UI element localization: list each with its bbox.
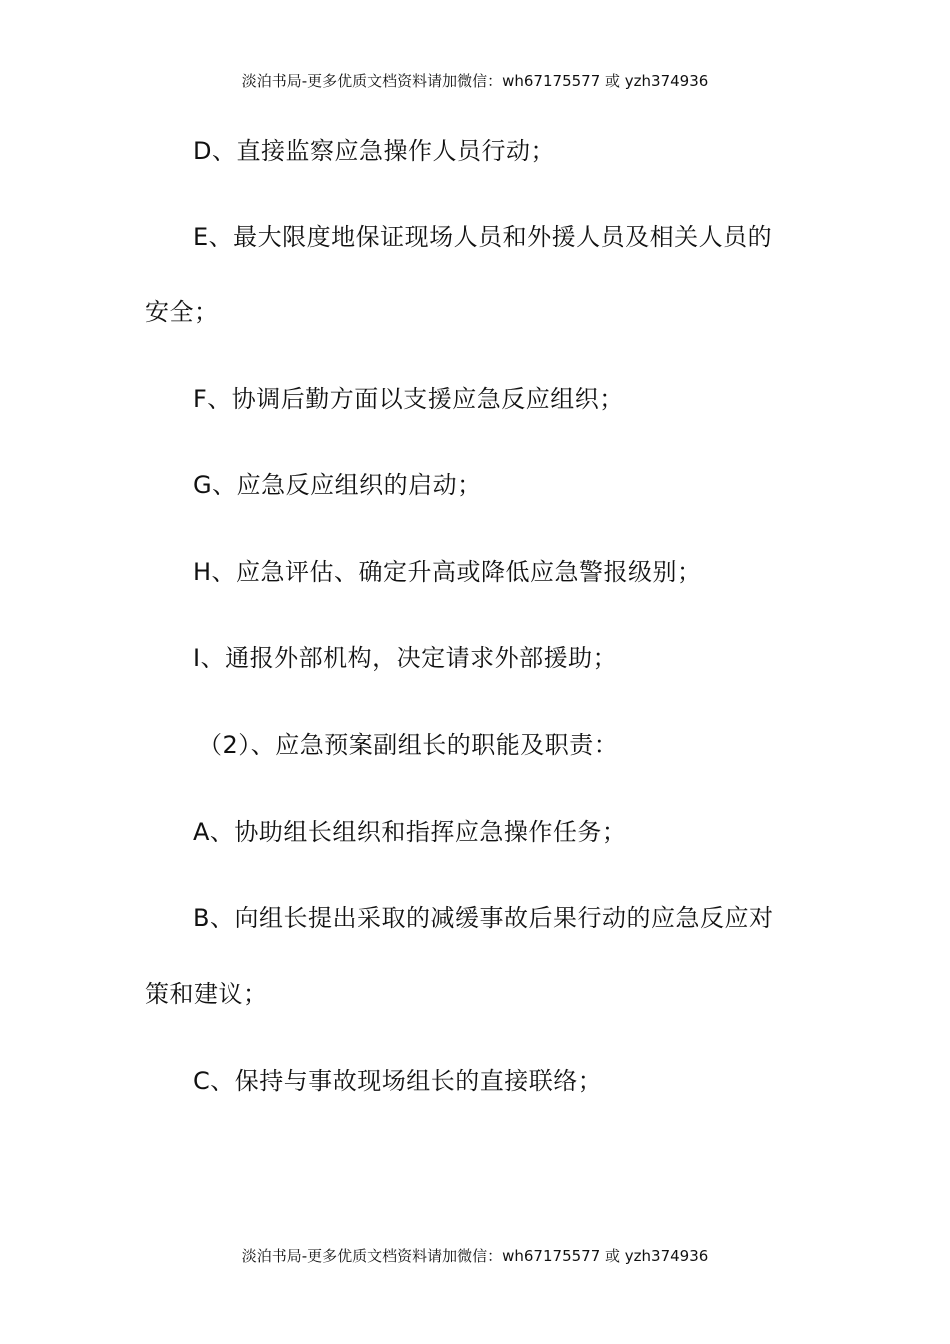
paragraph-line-b: B、向组长提出采取的减缓事故后果行动的应急反应对: [193, 904, 774, 932]
paragraph-line-a: A、协助组长组织和指挥应急操作任务；: [193, 818, 627, 846]
paragraph-line-h: H、应急评估、确定升高或降低应急警报级别；: [193, 558, 702, 586]
paragraph-line-i: I、通报外部机构，决定请求外部援助；: [193, 644, 618, 672]
paragraph-line-f: F、协调后勤方面以支援应急反应组织；: [193, 385, 624, 413]
page-footer-watermark: 淡泊书局-更多优质文档资料请加微信：wh67175577 或 yzh374936: [241, 1247, 709, 1265]
paragraph-line-e: E、最大限度地保证现场人员和外援人员及相关人员的: [193, 223, 773, 251]
paragraph-line-e-continued: 安全；: [145, 298, 219, 326]
paragraph-line-b-continued: 策和建议；: [145, 980, 268, 1008]
section-heading-2: （2）、应急预案副组长的职能及职责：: [198, 731, 619, 759]
paragraph-line-g: G、应急反应组织的启动；: [193, 471, 482, 499]
page-header-watermark: 淡泊书局-更多优质文档资料请加微信：wh67175577 或 yzh374936: [241, 72, 709, 90]
paragraph-line-c: C、保持与事故现场组长的直接联络；: [193, 1067, 603, 1095]
paragraph-line-d: D、直接监察应急操作人员行动；: [193, 137, 555, 165]
